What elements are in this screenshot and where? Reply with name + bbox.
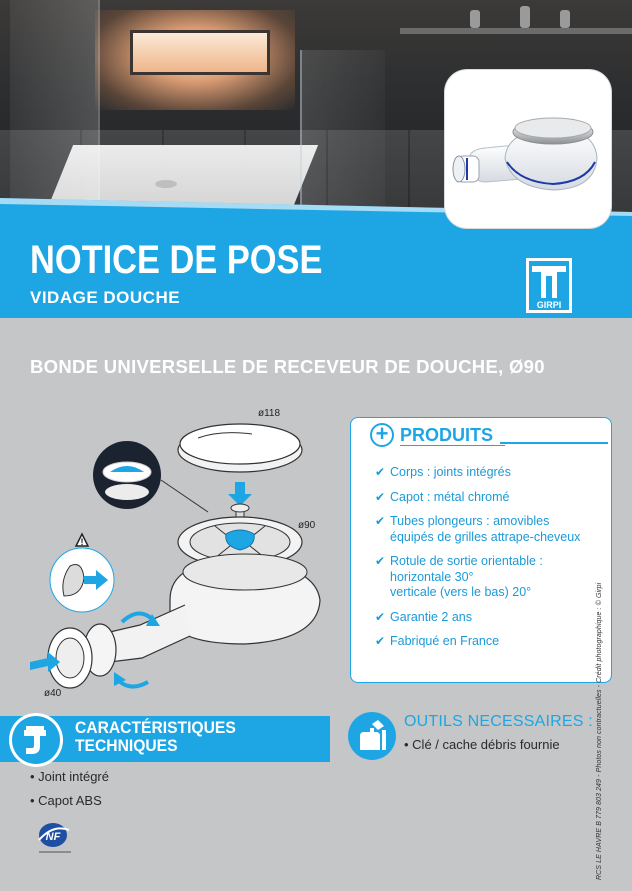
outil-item: • Clé / cache débris fournie [404, 737, 560, 752]
shelf-pot [520, 6, 530, 28]
outlet-nut-illustration [48, 624, 116, 688]
produit-item: ✔ Fabriqué en France [375, 634, 500, 648]
detail-circle [93, 441, 161, 509]
shower-drain [155, 180, 177, 188]
shelf-pot [470, 10, 480, 28]
cap-illustration [178, 424, 302, 472]
outils-title: OUTILS NECESSAIRES : [404, 713, 593, 730]
produit-item: ✔ Capot : métal chromé [375, 489, 510, 504]
warning-icon [76, 534, 88, 547]
produit-item: ✔ Tubes plongeurs : amovibles équipés de grilles attrape-cheveux [375, 514, 581, 544]
caracteristiques-list [30, 769, 109, 817]
plus-icon: + [370, 423, 394, 447]
produits-heading [370, 423, 505, 447]
drain-product-image [445, 70, 611, 228]
check-icon: ✔ [375, 554, 386, 568]
carac-item: • Joint intégré [30, 769, 109, 784]
produits-underline [500, 442, 608, 444]
produits-label: PRODUITS [400, 425, 505, 446]
fireplace [130, 30, 270, 75]
produit-item: ✔ Rotule de sortie orientable : horizontale 30° verticale (vers le bas) 20° [375, 554, 543, 599]
pipe-icon [12, 716, 60, 764]
product-photo [445, 70, 611, 228]
warning-detail [50, 548, 114, 612]
label-outlet-diameter: ø40 [44, 688, 62, 699]
caracteristiques-title: CARACTÉRISTIQUES TECHNIQUES [75, 718, 236, 755]
drain-body-illustration [110, 554, 320, 662]
check-icon: ✔ [375, 489, 386, 504]
logo-text: GIRPI [536, 300, 562, 310]
produit-item: ✔ Corps : joints intégrés [375, 465, 511, 479]
installation-diagram [30, 400, 350, 705]
carac-item: • Capot ABS [30, 793, 102, 808]
nf-certification-logo [33, 818, 77, 858]
arrow-down-icon [228, 482, 252, 506]
check-icon: ✔ [375, 634, 386, 648]
check-icon: ✔ [375, 514, 386, 528]
svg-text:!: ! [80, 537, 84, 547]
check-icon: ✔ [375, 465, 386, 479]
nf-mark-text: NF [45, 831, 61, 843]
label-grid-diameter: ø90 [298, 520, 316, 531]
product-title: BONDE UNIVERSELLE DE RECEVEUR DE DOUCHE, Ø90 [30, 356, 545, 377]
check-icon: ✔ [375, 609, 386, 624]
produits-list [375, 465, 605, 659]
page-subtitle: VIDAGE DOUCHE [30, 288, 181, 307]
produit-item: ✔ Garantie 2 ans [375, 609, 472, 624]
shelf-pot [560, 10, 570, 28]
shelf [400, 28, 632, 34]
legal-notice: RCS LE HAVRE B 779 803 249 - Photos non contractuelles - Crédit photographique : © Girpi [596, 582, 603, 880]
label-cap-diameter: ø118 [258, 408, 281, 419]
page-title: NOTICE DE POSE [30, 238, 323, 282]
girpi-logo [526, 258, 572, 313]
outils-list [404, 737, 560, 753]
tools-icon [348, 712, 396, 760]
